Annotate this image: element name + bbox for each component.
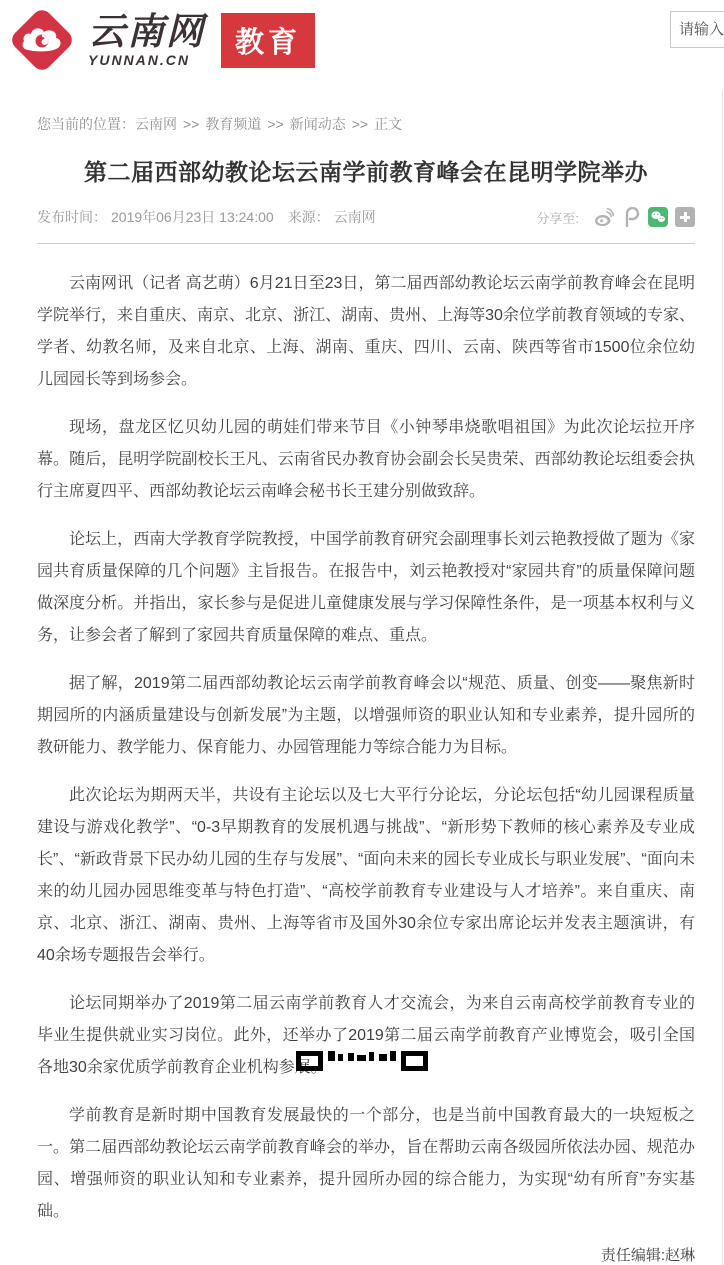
yunnan-cloud-logo-icon xyxy=(10,8,74,72)
paragraph: 论坛同期举办了2019第二届云南学前教育人才交流会，为来自云南高校学前教育专业的毕业生提供就业实习岗位。此外，还举办了2019第二届云南学前教育产业博览会，吸引全国各地30余家优质学前教育企业机构参展。 xyxy=(37,995,695,1076)
article-title: 第二届西部幼教论坛云南学前教育峰会在昆明学院举办 xyxy=(84,159,648,185)
site-name: 云南网 xyxy=(88,11,205,52)
breadcrumb-item-news[interactable]: 新闻动态 xyxy=(289,116,346,132)
content-column xyxy=(0,90,723,1265)
site-domain: YUNNAN.CN xyxy=(88,52,190,68)
publish-meta xyxy=(37,207,390,227)
article-meta-row xyxy=(37,207,695,227)
publish-time: 2019年06月23日 13:24:00 xyxy=(111,209,274,225)
paragraph: 现场，盘龙区忆贝幼儿园的萌娃们带来节目《小钟琴串烧歌唱祖国》为此次论坛拉开序幕。随后，昆明学院副校长王凡、云南省民办教育协会副会长吴贵荣、西部幼教论坛组委会执行主席夏四平、西部幼教论坛云南峰会秘书长王建分别做致辞。 xyxy=(37,419,695,500)
cloud-icon xyxy=(20,24,64,58)
search-input[interactable] xyxy=(671,12,724,47)
share-label: 分享至: xyxy=(536,210,579,226)
wechat-share-icon[interactable] xyxy=(648,207,668,227)
paragraph: 据了解，2019第二届西部幼教论坛云南学前教育峰会以“规范、质量、创变——聚焦新时期园所的内涵质量建设与创新发展”为主题，以增强师资的职业认知和专业素养，提升园所的教研能力、教学能力、保育能力、办园管理能力等综合能力为目标。 xyxy=(37,675,695,756)
share-group xyxy=(536,207,695,227)
site-header xyxy=(0,0,724,90)
source-value[interactable]: 云南网 xyxy=(333,209,376,225)
paragraph: 此次论坛为期两天半，共设有主论坛以及七大平行分论坛，分论坛包括“幼儿园课程质量建设与游戏化教学”、“0-3早期教育的发展机遇与挑战”、“新形势下教师的核心素养及专业成长”、“新政背景下民办幼儿园的生存与发展”、“面向未来的园长专业成长与职业发展”、“面向未来的幼儿园办园思维变革与特色打造”、“高校学前教育专业建设与人才培养”。来自重庆、南京、北京、浙江、湖南、贵州、上海等省市及国外30余位专家出席论坛并发表主题演讲，有40余场专题报告会举行。 xyxy=(37,787,695,964)
channel-badge-education[interactable]: 教育 xyxy=(221,13,315,68)
more-share-icon[interactable] xyxy=(675,207,695,227)
search-box xyxy=(670,11,724,48)
tencent-weibo-share-icon[interactable] xyxy=(621,207,641,227)
breadcrumb: 您当前的位置：云南网 >> 教育频道 >> 新闻动态 >> 正文 xyxy=(37,116,403,132)
publish-time-label: 发布时间： xyxy=(37,209,107,225)
breadcrumb-item-home[interactable]: 云南网 xyxy=(135,116,177,132)
breadcrumb-item-channel[interactable]: 教育频道 xyxy=(205,116,262,132)
paragraph: 论坛上，西南大学教育学院教授，中国学前教育研究会副理事长刘云艳教授做了题为《家园共育质量保障的几个问题》主旨报告。在报告中，刘云艳教授对“家园共育”的质量保障问题做深度分析。并指出，家长参与是促进儿童健康发展与学习保障性条件，是一项基本权利与义务，让参会者了解到了家园共育质量保障的难点、重点。 xyxy=(37,531,695,644)
cutoff-footer-graphic xyxy=(0,1051,724,1071)
paragraph: 学前教育是新时期中国教育发展最快的一个部分，也是当前中国教育最大的一块短板之一。第二届西部幼教论坛云南学前教育峰会的举办，旨在帮助云南各级园所依法办园、规范办园、增强师资的职业认知和专业素养，提升园所办园的综合能力，为实现“幼有所育”夯实基础。 xyxy=(37,1107,695,1220)
breadcrumb-item-current: 正文 xyxy=(374,116,403,132)
site-logo[interactable] xyxy=(10,8,315,72)
article-body xyxy=(37,244,695,1228)
source-label: 来源： xyxy=(287,209,330,225)
editor-credit: 责任编辑:赵琳 xyxy=(600,1247,695,1264)
paragraph: 云南网讯（记者 高艺萌）6月21日至23日，第二届西部幼教论坛云南学前教育峰会在昆明学院举行，来自重庆、南京、北京、浙江、湖南、贵州、上海等30余位学前教育领域的专家、学者、幼教名师，及来自北京、上海、湖南、重庆、四川、云南、陕西等省市1500位余位幼儿园园长等到场参会。 xyxy=(37,275,695,388)
breadcrumb-label: 您当前的位置： xyxy=(37,116,135,132)
weibo-share-icon[interactable] xyxy=(594,207,614,227)
